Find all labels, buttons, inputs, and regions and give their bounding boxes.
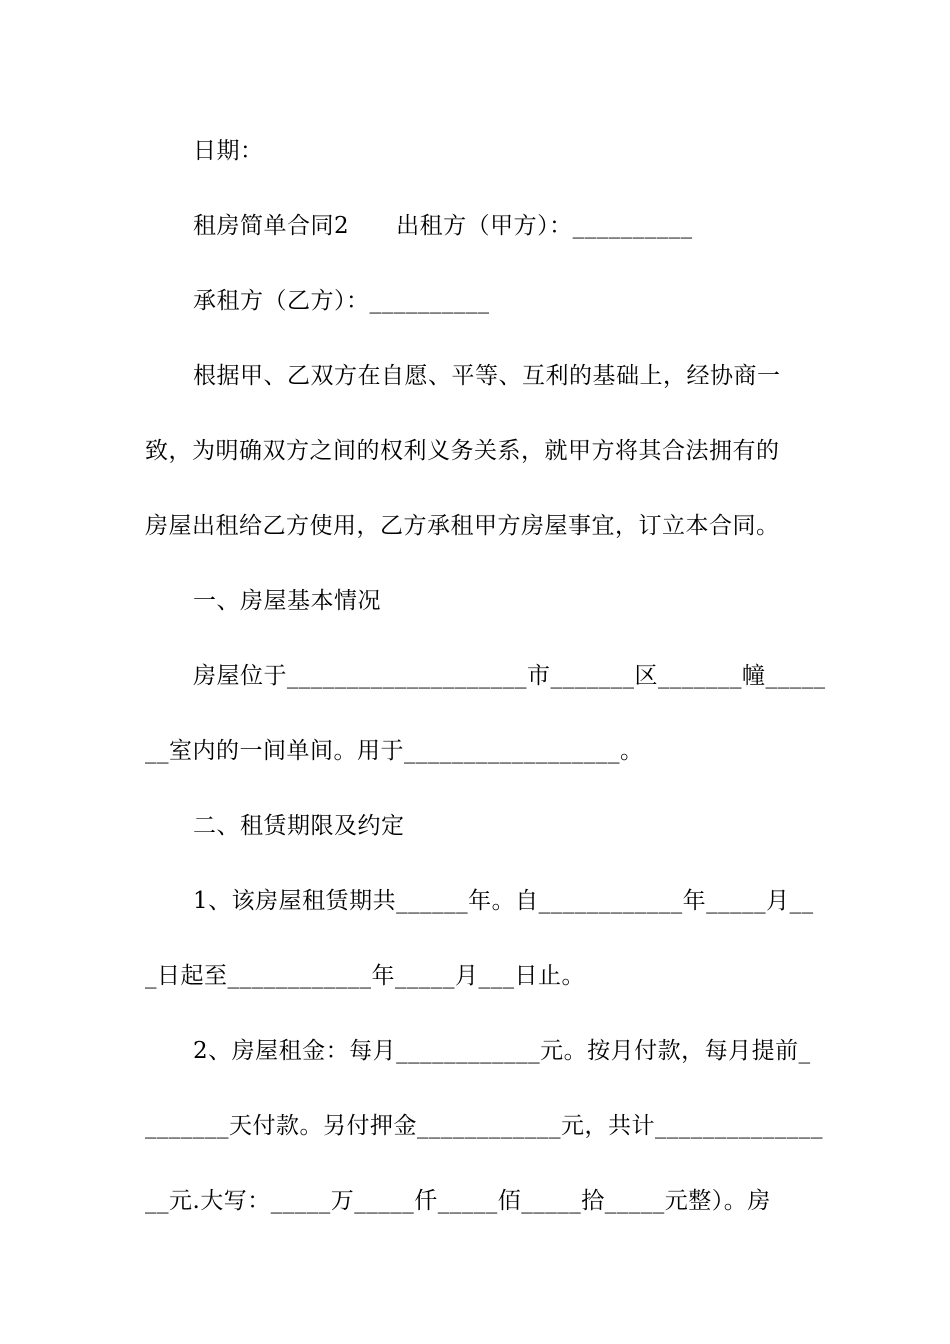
- rent-line-1: 2、房屋租金：每月____________元。按月付款，每月提前_: [193, 1038, 811, 1064]
- lessee-line: 承租方（乙方）：__________: [193, 288, 490, 314]
- preamble-line-3: 房屋出租给乙方使用，乙方承租甲方房屋事宜，订立本合同。: [145, 513, 780, 539]
- house-location-line-1: 房屋位于____________________市_______区_______幢_____: [193, 663, 826, 689]
- rent-line-2: _______天付款。另付押金____________元，共计______________: [145, 1113, 823, 1139]
- section-1-heading: 一、房屋基本情况: [193, 588, 381, 614]
- house-location-line-2: __室内的一间单间。用于__________________。: [145, 738, 644, 764]
- preamble-line-2: 致，为明确双方之间的权利义务关系，就甲方将其合法拥有的: [145, 438, 780, 464]
- preamble-line-1: 根据甲、乙双方在自愿、平等、互利的基础上，经协商一: [193, 363, 781, 389]
- lease-term-line-2: _日起至____________年_____月___日止。: [145, 963, 585, 989]
- lease-term-line-1: 1、该房屋租赁期共______年。自____________年_____月__: [193, 888, 814, 914]
- contract-title-lessor-line: 租房简单合同2 出租方（甲方）：__________: [193, 213, 693, 239]
- section-2-heading: 二、租赁期限及约定: [193, 813, 405, 839]
- date-line: 日期：: [193, 138, 264, 164]
- rent-line-3: __元.大写：_____万_____仟_____佰_____拾_____元整）。房: [145, 1188, 771, 1214]
